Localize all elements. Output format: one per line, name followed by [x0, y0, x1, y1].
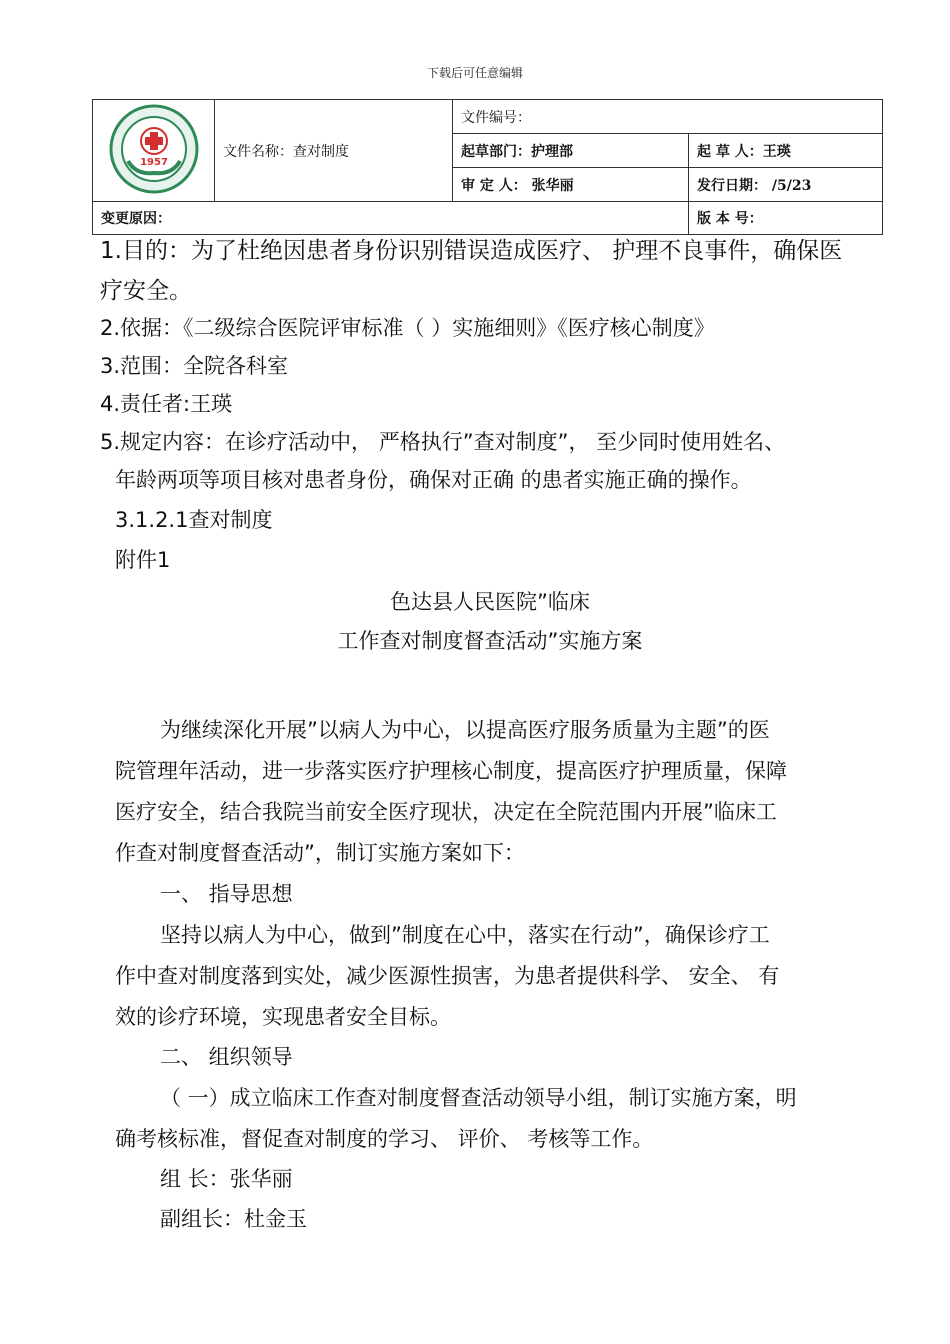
guiding-line-3: 效的诊疗环境，实现患者安全目标。 — [115, 1005, 451, 1029]
file-name: 文件名称：查对制度 — [215, 100, 453, 202]
draft-department: 起草部门：护理部 — [453, 134, 689, 168]
basis: 2.依据：《二级综合医院评审标准（ ）实施细则》《医疗核心制度》 — [100, 316, 715, 340]
guiding-line-2: 作中查对制度落到实处，减少医源性损害，为患者提供科学、 安全、 有 — [115, 964, 780, 988]
rules-line-1: 5.规定内容：在诊疗活动中， 严格执行”查对制度”， 至少同时使用姓名、 — [100, 430, 786, 454]
page-note: 下载后可任意编辑 — [426, 66, 523, 80]
organization-line-1: （ 一）成立临床工作查对制度督查活动领导小组，制订实施方案，明 — [160, 1086, 797, 1110]
group-leader: 组 长：张华丽 — [160, 1167, 293, 1191]
reviewer: 审 定 人： 张华丽 — [453, 168, 689, 202]
drafter: 起 草 人：王瑛 — [689, 134, 883, 168]
intro-line-2: 院管理年活动，进一步落实医疗护理核心制度，提高医疗护理质量，保障 — [115, 759, 787, 783]
hospital-logo-cell — [93, 100, 215, 202]
document-header-table — [92, 99, 883, 235]
deputy-leader: 副组长：杜金玉 — [160, 1207, 307, 1231]
scope: 3.范围：全院各科室 — [100, 354, 289, 378]
responsible-person: 4.责任者:王瑛 — [100, 392, 233, 416]
intro-line-1: 为继续深化开展”以病人为中心，以提高医疗服务质量为主题”的医 — [160, 718, 770, 742]
intro-line-4: 作查对制度督查活动”，制订实施方案如下： — [115, 841, 525, 865]
intro-line-3: 医疗安全，结合我院当前安全医疗现状，决定在全院范围内开展”临床工 — [115, 800, 777, 824]
hospital-logo — [104, 103, 204, 195]
version-number: 版 本 号： — [689, 202, 883, 235]
purpose-line-1: 1.目的：为了杜绝因患者身份识别错误造成医疗、 护理不良事件，确保医 — [100, 238, 843, 264]
section-number: 3.1.2.1查对制度 — [115, 508, 273, 532]
purpose-line-2: 疗安全。 — [100, 278, 192, 304]
rules-line-2: 年龄两项等项目核对患者身份，确保对正确 的患者实施正确的操作。 — [115, 468, 752, 492]
heading-guiding-ideology: 一、 指导思想 — [160, 882, 293, 906]
file-number: 文件编号： — [453, 100, 883, 134]
organization-line-2: 确考核标准，督促查对制度的学习、 评价、 考核等工作。 — [115, 1127, 654, 1151]
logo-year: 1957 — [139, 156, 168, 168]
attachment-label: 附件1 — [115, 548, 171, 572]
change-reason: 变更原因： — [93, 202, 689, 235]
issue-date: 发行日期： /5/23 — [689, 168, 883, 202]
plan-title-line-2: 工作查对制度督查活动”实施方案 — [337, 629, 643, 653]
heading-organization: 二、 组织领导 — [160, 1045, 293, 1069]
plan-title-line-1: 色达县人民医院”临床 — [390, 590, 590, 614]
guiding-line-1: 坚持以病人为中心，做到”制度在心中，落实在行动”，确保诊疗工 — [160, 923, 770, 947]
